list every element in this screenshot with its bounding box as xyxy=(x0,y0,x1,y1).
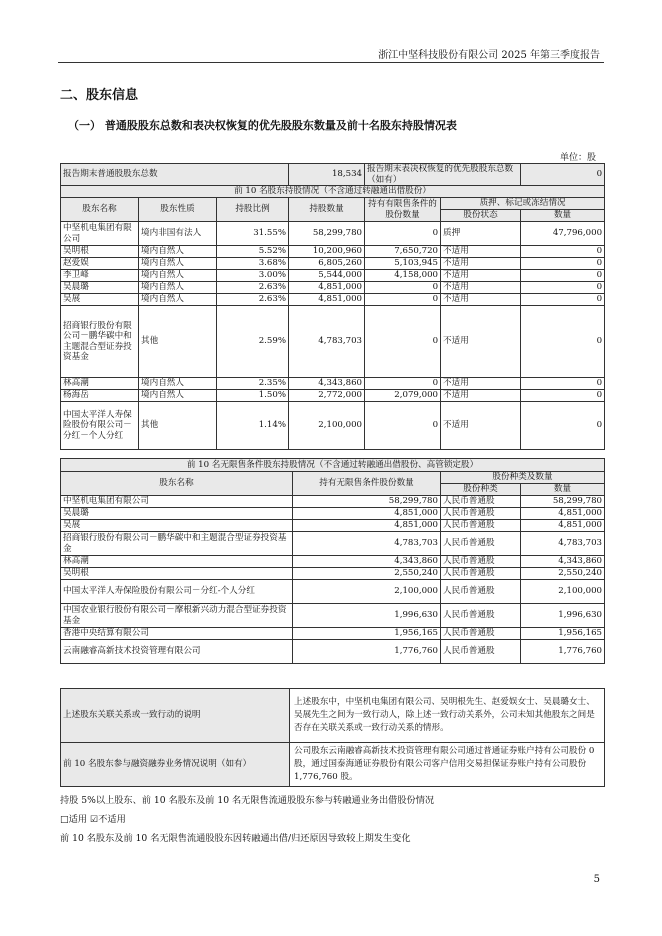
share-num: 2,100,000 xyxy=(521,580,605,604)
pledge-qty: 0 xyxy=(521,378,605,390)
shareholding-ratio: 3.68% xyxy=(217,258,289,270)
share-type: 人民币普通股 xyxy=(441,628,521,640)
report-header: 浙江中坚科技股份有限公司 2025 年第三季度报告 xyxy=(378,50,600,61)
shareholder-name: 招商银行股份有限公司－鹏华碳中和主题混合型证券投资基金 xyxy=(61,532,293,556)
summary-common-value: 18,534 xyxy=(289,164,365,186)
unrestricted-caption: 前 10 名无限售条件股东持股情况（不含通过转融通出借股份、高管锁定股） xyxy=(61,459,605,472)
shareholding-ratio: 3.00% xyxy=(217,270,289,282)
shareholding-qty: 4,783,703 xyxy=(289,306,365,378)
share-num: 4,343,860 xyxy=(521,556,605,568)
unrestricted-qty: 4,343,860 xyxy=(293,556,441,568)
shareholder-nature: 境内自然人 xyxy=(139,294,217,306)
unrestricted-qty: 4,851,000 xyxy=(293,520,441,532)
shareholding-ratio: 2.59% xyxy=(217,306,289,378)
shareholder-nature: 境内非国有法人 xyxy=(139,222,217,246)
unrestricted-qty: 2,100,000 xyxy=(293,580,441,604)
shareholding-qty: 4,343,860 xyxy=(289,378,365,390)
table-row xyxy=(61,306,605,378)
unrestricted-qty: 4,783,703 xyxy=(293,532,441,556)
shareholding-qty: 5,544,000 xyxy=(289,270,365,282)
notes-table xyxy=(60,688,605,787)
pledge-status: 不适用 xyxy=(441,270,521,282)
restricted-qty: 0 xyxy=(365,378,441,390)
table-row xyxy=(61,390,605,402)
restricted-qty: 5,103,945 xyxy=(365,258,441,270)
shareholding-qty: 2,100,000 xyxy=(289,402,365,450)
restricted-qty: 0 xyxy=(365,294,441,306)
shareholding-qty: 2,772,000 xyxy=(289,390,365,402)
table-row xyxy=(61,496,605,508)
unrestricted-qty: 1,776,760 xyxy=(293,640,441,664)
table-row xyxy=(61,294,605,306)
table-row xyxy=(61,556,605,568)
shareholder-name: 吴展 xyxy=(61,294,139,306)
shareholding-qty: 4,851,000 xyxy=(289,294,365,306)
share-type: 人民币普通股 xyxy=(441,496,521,508)
pledge-qty: 0 xyxy=(521,390,605,402)
share-num: 4,851,000 xyxy=(521,520,605,532)
shareholding-ratio: 1.14% xyxy=(217,402,289,450)
shareholder-name: 中坚机电集团有限公司 xyxy=(61,222,139,246)
lending-note: 持股 5%以上股东、前 10 名股东及前 10 名无限售流通股股东参与转融通业务出借股份情况 xyxy=(60,795,435,806)
shareholder-nature: 其他 xyxy=(139,402,217,450)
shareholding-ratio: 5.52% xyxy=(217,246,289,258)
shareholder-name: 云南融睿高新技术投资管理有限公司 xyxy=(61,640,293,664)
restricted-qty: 0 xyxy=(365,402,441,450)
subsection-title: （一） 普通股股东总数和表决权恢复的优先股股东数量及前十名股东持股情况表 xyxy=(68,119,457,132)
col-header-u-qty: 持有无限售条件股份数量 xyxy=(293,472,441,496)
shareholder-name: 中国太平洋人寿保险股份有限公司－分红-个人分红 xyxy=(61,580,293,604)
pledge-status: 不适用 xyxy=(441,282,521,294)
unrestricted-qty: 2,550,240 xyxy=(293,568,441,580)
col-header-pledge-status: 股份状态 xyxy=(441,210,521,222)
col-header-u-type: 股份种类 xyxy=(441,484,521,496)
table-row xyxy=(61,508,605,520)
table-row xyxy=(61,520,605,532)
summary-pref-label: 报告期末表决权恢复的优先股股东总数（如有） xyxy=(365,164,521,186)
table-row xyxy=(61,604,605,628)
shareholder-nature: 境内自然人 xyxy=(139,282,217,294)
shareholder-name: 吴晨璐 xyxy=(61,282,139,294)
pledge-status: 不适用 xyxy=(441,402,521,450)
table-row xyxy=(61,378,605,390)
shareholder-nature: 境内自然人 xyxy=(139,246,217,258)
summary-common-label: 报告期末普通股股东总数 xyxy=(61,164,289,186)
shareholding-ratio: 2.63% xyxy=(217,294,289,306)
share-type: 人民币普通股 xyxy=(441,532,521,556)
unrestricted-qty: 1,996,630 xyxy=(293,604,441,628)
shareholder-name: 吴明根 xyxy=(61,568,293,580)
col-header-ratio: 持股比例 xyxy=(217,198,289,222)
restricted-qty: 7,650,720 xyxy=(365,246,441,258)
shareholder-nature: 境内自然人 xyxy=(139,270,217,282)
share-type: 人民币普通股 xyxy=(441,604,521,628)
col-header-pledge-group: 质押、标记或冻结情况 xyxy=(441,198,605,210)
share-num: 58,299,780 xyxy=(521,496,605,508)
share-num: 1,776,760 xyxy=(521,640,605,664)
unrestricted-qty: 1,956,165 xyxy=(293,628,441,640)
header-divider xyxy=(58,62,604,63)
share-num: 4,783,703 xyxy=(521,532,605,556)
table-row xyxy=(61,402,605,450)
col-header-nature: 股东性质 xyxy=(139,198,217,222)
top10-caption: 前 10 名股东持股情况（不含通过转融通出借股份） xyxy=(61,186,605,198)
shareholder-name: 赵爱娱 xyxy=(61,258,139,270)
pledge-qty: 0 xyxy=(521,270,605,282)
section-title: 二、股东信息 xyxy=(60,88,139,103)
share-num: 1,956,165 xyxy=(521,628,605,640)
relation-text: 上述股东中，中坚机电集团有限公司、吴明根先生、赵爱娱女士、吴晨璐女士、吴展先生之间为一致行动人，除上述一致行动关系外，公司未知其他股东之间是否存在关联关系或一致行动关系的情形。 xyxy=(290,689,605,743)
shareholder-name: 吴明根 xyxy=(61,246,139,258)
restricted-qty: 0 xyxy=(365,222,441,246)
pledge-status: 不适用 xyxy=(441,258,521,270)
shareholder-nature: 其他 xyxy=(139,306,217,378)
shareholding-qty: 4,851,000 xyxy=(289,282,365,294)
shareholding-ratio: 2.35% xyxy=(217,378,289,390)
share-type: 人民币普通股 xyxy=(441,508,521,520)
shareholding-qty: 58,299,780 xyxy=(289,222,365,246)
shareholder-name: 香港中央结算有限公司 xyxy=(61,628,293,640)
shareholding-qty: 6,805,260 xyxy=(289,258,365,270)
pledge-status: 不适用 xyxy=(441,306,521,378)
share-type: 人民币普通股 xyxy=(441,568,521,580)
table-row xyxy=(61,532,605,556)
pledge-qty: 0 xyxy=(521,282,605,294)
col-header-pledge-qty: 数量 xyxy=(521,210,605,222)
pledge-status: 不适用 xyxy=(441,378,521,390)
pledge-qty: 0 xyxy=(521,306,605,378)
unrestricted-qty: 58,299,780 xyxy=(293,496,441,508)
shareholder-name: 中国太平洋人寿保险股份有限公司－分红－个人分红 xyxy=(61,402,139,450)
pledge-qty: 47,796,000 xyxy=(521,222,605,246)
table-row xyxy=(61,258,605,270)
shareholding-ratio: 1.50% xyxy=(217,390,289,402)
col-header-qty: 持股数量 xyxy=(289,198,365,222)
unrestricted-qty: 4,851,000 xyxy=(293,508,441,520)
pledge-status: 质押 xyxy=(441,222,521,246)
shareholder-name: 林高潮 xyxy=(61,378,139,390)
table-row xyxy=(61,628,605,640)
shareholding-ratio: 2.63% xyxy=(217,282,289,294)
top10-shareholders-table xyxy=(60,163,605,450)
pledge-qty: 0 xyxy=(521,246,605,258)
summary-pref-value: 0 xyxy=(521,164,605,186)
shareholder-nature: 境内自然人 xyxy=(139,378,217,390)
pledge-qty: 0 xyxy=(521,258,605,270)
pledge-qty: 0 xyxy=(521,294,605,306)
table-row xyxy=(61,568,605,580)
unrestricted-shareholders-table xyxy=(60,458,605,664)
margin-label: 前 10 名股东参与融资融券业务情况说明（如有） xyxy=(61,743,290,787)
shareholder-name: 中坚机电集团有限公司 xyxy=(61,496,293,508)
table-row xyxy=(61,580,605,604)
shareholder-name: 李卫峰 xyxy=(61,270,139,282)
shareholder-name: 中国农业银行股份有限公司－摩根新兴动力混合型证券投资基金 xyxy=(61,604,293,628)
share-type: 人民币普通股 xyxy=(441,580,521,604)
shareholder-name: 林高潮 xyxy=(61,556,293,568)
restricted-qty: 2,079,000 xyxy=(365,390,441,402)
share-type: 人民币普通股 xyxy=(441,556,521,568)
pledge-status: 不适用 xyxy=(441,294,521,306)
col-header-restricted: 持有有限售条件的股份数量 xyxy=(365,198,441,222)
shareholder-name: 吴展 xyxy=(61,520,293,532)
change-note: 前 10 名股东及前 10 名无限售流通股股东因转融通出借/归还原因导致较上期发生变化 xyxy=(60,833,411,844)
table-row xyxy=(61,640,605,664)
share-type: 人民币普通股 xyxy=(441,640,521,664)
shareholding-qty: 10,200,960 xyxy=(289,246,365,258)
shareholder-name: 招商银行股份有限公司－鹏华碳中和主题混合型证券投资基金 xyxy=(61,306,139,378)
col-header-u-type-group: 股份种类及数量 xyxy=(441,472,605,484)
pledge-status: 不适用 xyxy=(441,390,521,402)
shareholding-ratio: 31.55% xyxy=(217,222,289,246)
margin-text: 公司股东云南融睿高新技术投资管理有限公司通过普通证券账户持有公司股份 0 股，通过国泰海通证券股份有限公司客户信用交易担保证券账户持有公司股份 1,776,760 股。 xyxy=(290,743,605,787)
restricted-qty: 0 xyxy=(365,282,441,294)
relation-label: 上述股东关联关系或一致行动的说明 xyxy=(61,689,290,743)
share-num: 4,851,000 xyxy=(521,508,605,520)
pledge-qty: 0 xyxy=(521,402,605,450)
pledge-status: 不适用 xyxy=(441,246,521,258)
table-row xyxy=(61,282,605,294)
shareholder-nature: 境内自然人 xyxy=(139,258,217,270)
table-row xyxy=(61,246,605,258)
shareholder-nature: 境内自然人 xyxy=(139,390,217,402)
share-num: 2,550,240 xyxy=(521,568,605,580)
unit-label: 单位：股 xyxy=(559,153,596,163)
share-num: 1,996,630 xyxy=(521,604,605,628)
applicability-note: □适用 ☑不适用 xyxy=(60,814,126,825)
page-number: 5 xyxy=(593,874,600,885)
col-header-u-name: 股东名称 xyxy=(61,472,293,496)
table-row xyxy=(61,222,605,246)
shareholder-name: 杨海岳 xyxy=(61,390,139,402)
col-header-u-num: 数量 xyxy=(521,484,605,496)
shareholder-name: 吴晨璐 xyxy=(61,508,293,520)
table-row xyxy=(61,270,605,282)
share-type: 人民币普通股 xyxy=(441,520,521,532)
summary-row xyxy=(61,164,605,186)
restricted-qty: 4,158,000 xyxy=(365,270,441,282)
col-header-name: 股东名称 xyxy=(61,198,139,222)
restricted-qty: 0 xyxy=(365,306,441,378)
